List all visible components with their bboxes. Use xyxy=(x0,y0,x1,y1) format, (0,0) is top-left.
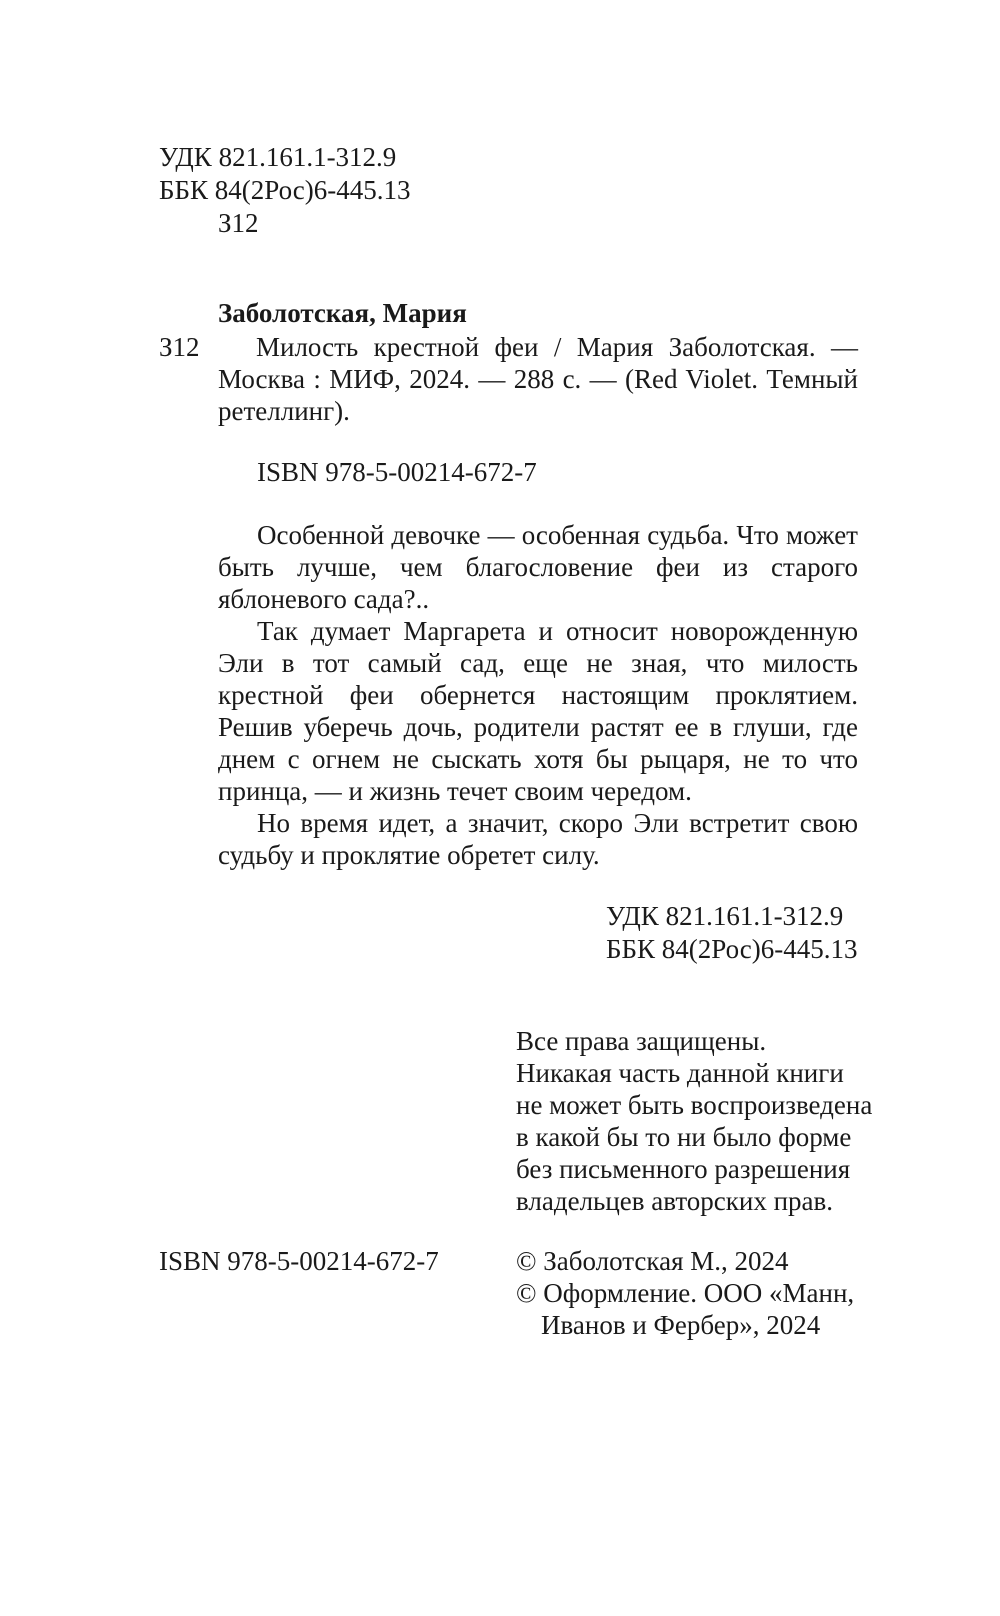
bibliographic-description xyxy=(218,331,858,427)
udk-code-right: УДК 821.161.1-312.9 xyxy=(606,901,844,931)
author-heading: Заболотская, Мария xyxy=(218,298,467,328)
bib-line: Москва : МИФ, 2024. — 288 с. — (Red Violet. Темный xyxy=(218,364,858,394)
bbk-code: ББК 84(2Рос)6-445.13 xyxy=(159,175,411,205)
annotation-paragraph: Так думает Маргарета и относит новорожденную Эли в тот самый сад, еще не зная, что милость крестной феи обернется настоящим проклятием. Решив уберечь дочь, родители растят ее в глуши, где днем с огнем не сыскать хотя бы рыцаря, не то что принца, — и жизнь течет своим чередом. xyxy=(218,616,858,806)
rights-line: не может быть воспроизведена xyxy=(516,1090,873,1120)
rights-line: без письменного разрешения xyxy=(516,1154,851,1184)
annotation-paragraph: Но время идет, а значит, скоро Эли встретит свою судьбу и проклятие обретет силу. xyxy=(218,808,858,870)
bib-line: Милость крестной феи / Мария Заболотская. — xyxy=(256,332,858,362)
copyright-block xyxy=(516,1245,854,1341)
bbk-code-right: ББК 84(2Рос)6-445.13 xyxy=(606,934,858,964)
rights-line: Все права защищены. xyxy=(516,1026,767,1056)
author-mark: З12 xyxy=(218,208,259,238)
rights-line: владельцев авторских прав. xyxy=(516,1186,834,1216)
isbn-footer: ISBN 978-5-00214-672-7 xyxy=(159,1246,439,1276)
annotation-paragraph: Особенной девочке — особенная судьба. Что может быть лучше, чем благословение феи из старого яблоневого сада?.. xyxy=(218,520,858,614)
copyright-design: © Оформление. ООО «Манн, xyxy=(516,1278,855,1308)
copyright-author: © Заболотская М., 2024 xyxy=(516,1246,789,1276)
isbn: ISBN 978-5-00214-672-7 xyxy=(257,457,537,487)
rights-notice xyxy=(516,1025,872,1217)
bib-line: ретеллинг). xyxy=(218,396,350,426)
udk-code: УДК 821.161.1-312.9 xyxy=(159,142,397,172)
annotation xyxy=(218,519,858,871)
rights-line: Никакая часть данной книги xyxy=(516,1058,844,1088)
author-mark-side: З12 xyxy=(159,332,200,362)
copyright-design-cont: Иванов и Фербер», 2024 xyxy=(541,1310,821,1340)
rights-line: в какой бы то ни было форме xyxy=(516,1122,852,1152)
